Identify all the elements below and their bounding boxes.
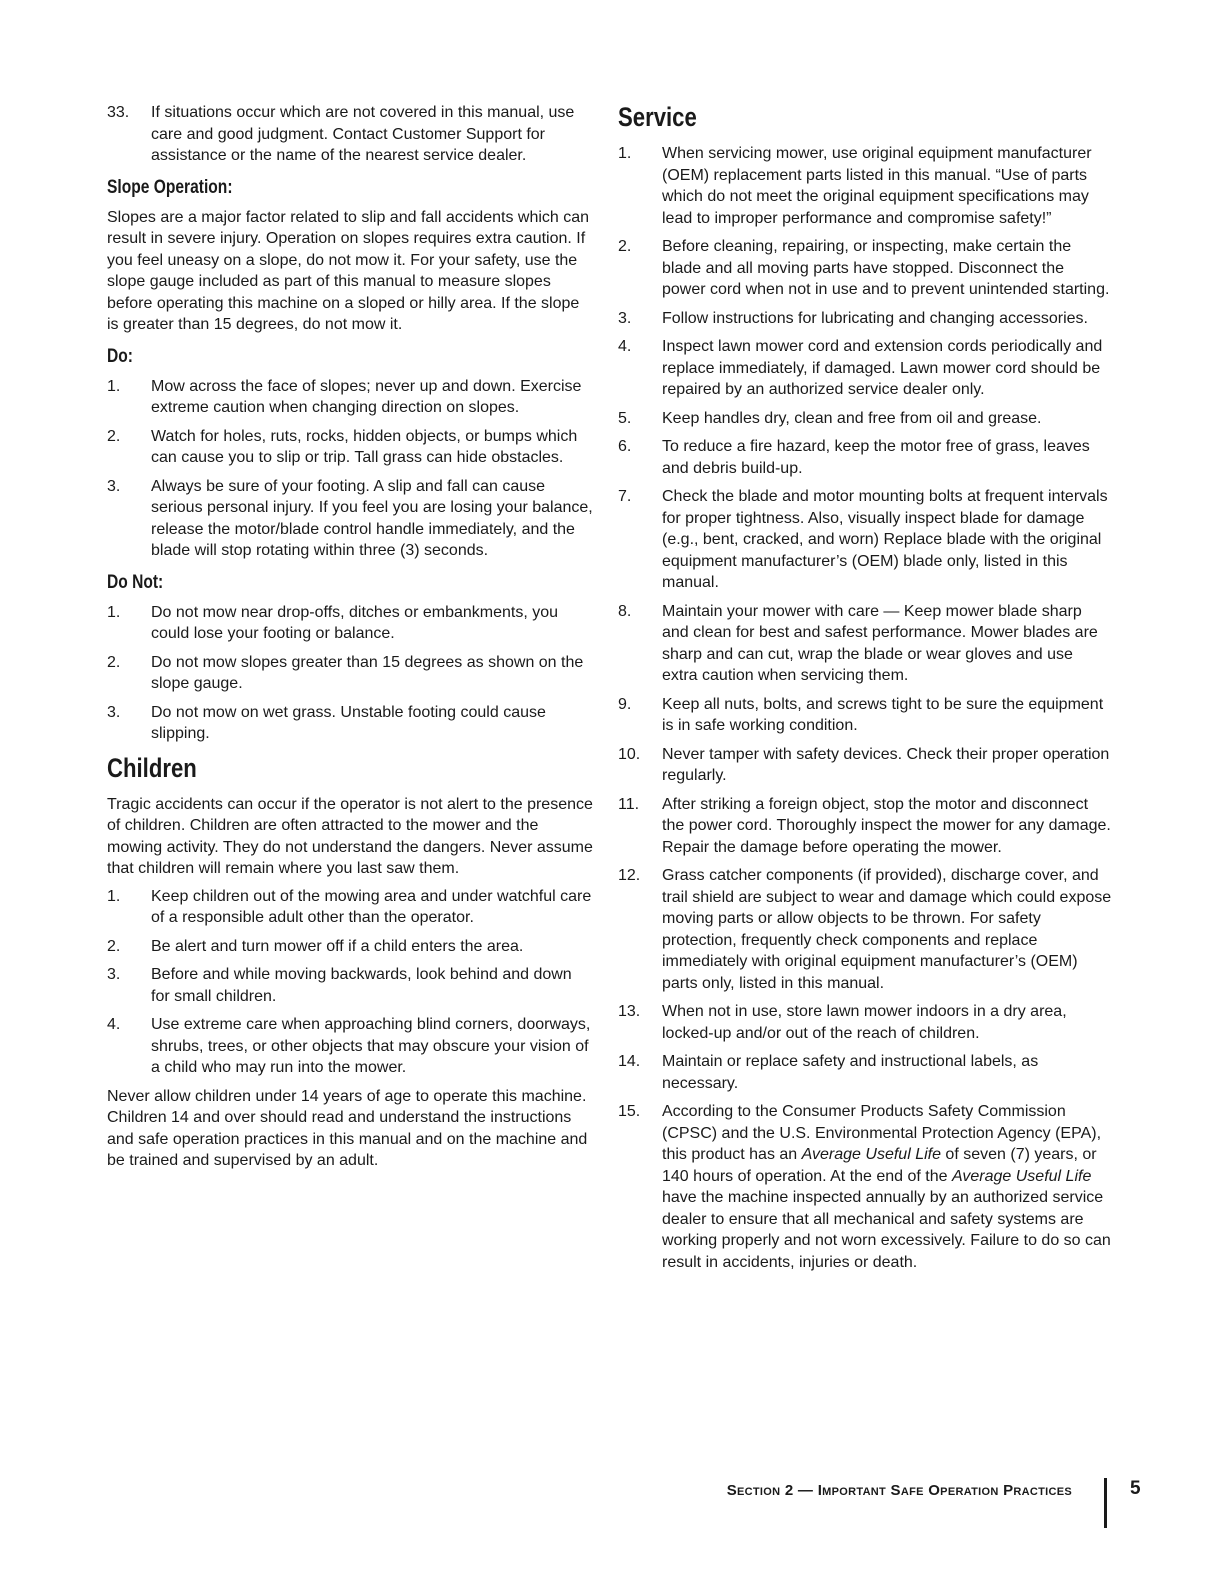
list-item: 4. Use extreme care when approaching blind corners, doorways, shrubs, trees, or other objects that may obscure your vision of a child who may run into the mower.	[107, 1016, 591, 1076]
list-item	[107, 102, 593, 167]
list-item: 2. Do not mow slopes greater than 15 degrees as shown on the slope gauge.	[107, 653, 584, 692]
list-item: 7. Check the blade and motor mounting bolts at frequent intervals for proper tightness. Also, visually inspect blade for damage (e.g., bent, cracked, and worn) Replace blade with the original equipment manufacturer’s (OEM) blade only, listed in this manual.	[618, 488, 1108, 591]
page-footer	[0, 1478, 1224, 1538]
list-item: 14. Maintain or replace safety and instructional labels, as necessary.	[618, 1053, 1039, 1092]
children-heading: Children	[107, 752, 197, 783]
slope-operation-heading: Slope Operation:	[107, 176, 233, 198]
footer-section-title: Section 2 — Important Safe Operation Practices	[726, 1482, 1072, 1499]
slope-operation-paragraph: Slopes are a major factor related to slip and fall accidents which can result in severe injury. Operation on slopes requires extra caution. If you feel uneasy on a slope, do not mow it. For your safety, use the slope gauge included as part of this manual to measure slopes before operating this machine on a sloped or hilly area. If the slope is greater than 15 degrees, do not mow it.	[107, 208, 590, 333]
list-item: 13. When not in use, store lawn mower indoors in a dry area, locked-up and/or out of the reach of children.	[618, 1003, 1067, 1042]
left-column	[107, 102, 593, 1178]
children-list	[107, 886, 593, 1079]
item-number: 33.	[107, 104, 130, 121]
page-number: 5	[1130, 1478, 1141, 1499]
list-item: 2. Before cleaning, repairing, or inspecting, make certain the blade and all moving parts have stopped. Disconnect the power cord when not in use and to prevent unintended starting.	[618, 238, 1110, 298]
list-item: 1. Mow across the face of slopes; never up and down. Exercise extreme caution when changing direction on slopes.	[107, 377, 582, 416]
list-item: 8. Maintain your mower with care — Keep mower blade sharp and clean for best and safest performance. Mower blades are sharp and can cut, wrap the blade or wear gloves and use extra caution when servicing them.	[618, 602, 1098, 684]
do-list	[107, 376, 593, 562]
service-heading: Service	[618, 102, 697, 132]
list-item: 2. Watch for holes, ruts, rocks, hidden objects, or bumps which can cause you to slip or trip. Tall grass can hide obstacles.	[107, 427, 578, 466]
list-item: 2. Be alert and turn mower off if a child enters the area.	[107, 937, 524, 955]
do-not-heading: Do Not:	[107, 571, 164, 593]
list-item: 3. Before and while moving backwards, look behind and down for small children.	[107, 966, 572, 1005]
list-item: 9. Keep all nuts, bolts, and screws tight to be sure the equipment is in safe working condition.	[618, 695, 1104, 734]
do-heading: Do:	[107, 345, 133, 367]
list-item: 1. Do not mow near drop-offs, ditches or embankments, you could lose your footing or balance.	[107, 603, 559, 642]
list-item: 11. After striking a foreign object, stop the motor and disconnect the power cord. Thoroughly inspect the mower for any damage. Repair the damage before operating the mower.	[618, 795, 1111, 856]
list-item: 15. According to the Consumer Products Safety Commission (CPSC) and the U.S. Environmental Protection Agency (EPA), this product has an Average Useful Life of seven (7) years, or 140 hours of operation. At the end of the Average Useful Life have the machine inspected annually by an authorized service dealer to ensure that all mechanical and safety systems are working properly and not worn excessively. Failure to do so can result in accidents, injuries or death.	[618, 1103, 1111, 1271]
list-item: 1. When servicing mower, use original equipment manufacturer (OEM) replacement parts listed in this manual. “Use of parts which do not meet the original equipment specifications may lead to improper performance and compromise safety!”	[618, 145, 1092, 227]
list-item: 1. Keep children out of the mowing area and under watchful care of a responsible adult other than the operator.	[107, 887, 592, 926]
right-column	[618, 102, 1112, 1280]
list-item: 3. Always be sure of your footing. A slip and fall can cause serious personal injury. If you feel you are losing your balance, release the motor/blade control handle immediately, and the blade will stop rotating within three (3) seconds.	[107, 477, 593, 559]
do-not-list	[107, 602, 593, 745]
list-item: 4. Inspect lawn mower cord and extension cords periodically and replace immediately, if damaged. Lawn mower cord should be repaired by an authorized service dealer only.	[618, 338, 1103, 398]
list-item: 3. Follow instructions for lubricating and changing accessories.	[618, 309, 1088, 327]
list-item: 6. To reduce a fire hazard, keep the motor free of grass, leaves and debris build-up.	[618, 438, 1090, 477]
service-list	[618, 143, 1112, 1273]
list-item: 10. Never tamper with safety devices. Check their proper operation regularly.	[618, 745, 1110, 784]
list-item: 3. Do not mow on wet grass. Unstable footing could cause slipping.	[107, 703, 546, 742]
children-paragraph-2: Never allow children under 14 years of age to operate this machine. Children 14 and over should read and understand the instructions and safe operation practices in this manual and on the machine and be trained and supervised by an adult.	[107, 1087, 588, 1169]
footer-divider	[1104, 1478, 1107, 1528]
list-item: 5. Keep handles dry, clean and free from oil and grease.	[618, 409, 1042, 427]
children-paragraph: Tragic accidents can occur if the operator is not alert to the presence of children. Children are often attracted to the mower and the mowing activity. They do not understand the dangers. Never assume that children will remain where you last saw them.	[107, 795, 593, 877]
list-item: 12. Grass catcher components (if provided), discharge cover, and trail shield are subject to wear and damage which could expose moving parts or allow objects to be thrown. For safety protection, frequently check components and replace immediately with original equipment manufacturer’s (OEM) parts only, listed in this manual.	[618, 867, 1112, 992]
item-text: If situations occur which are not covered in this manual, use care and good judgment. Contact Customer Support for assistance or the name of the nearest service dealer.	[151, 104, 575, 164]
